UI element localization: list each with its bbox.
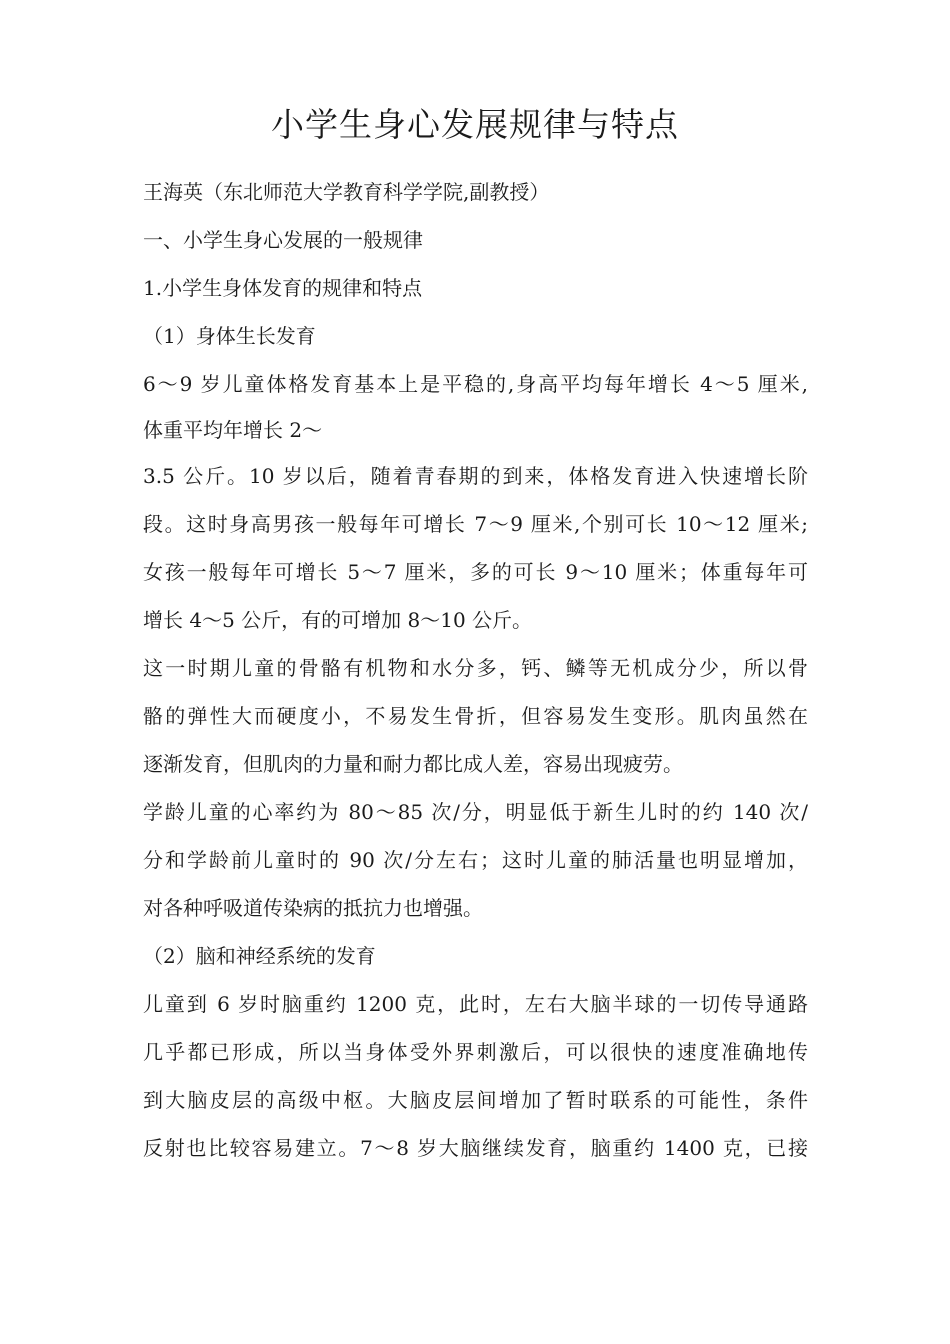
paragraph-line: 几乎都已形成，所以当身体受外界刺激后，可以很快的速度准确地传 (143, 1040, 808, 1064)
paragraph-line: 6～9 岁儿童体格发育基本上是平稳的,身高平均每年增长 4～5 厘米, (143, 372, 808, 396)
paragraph-line: 这一时期儿童的骨骼有机物和水分多，钙、鳞等无机成分少，所以骨 (143, 656, 808, 680)
sub-subsection-heading: （2）脑和神经系统的发育 (143, 944, 376, 968)
paragraph-line: 增长 4～5 公斤，有的可增加 8～10 公斤。 (143, 608, 533, 632)
paragraph-line: 骼的弹性大而硬度小，不易发生骨折，但容易发生变形。肌肉虽然在 (143, 704, 808, 728)
paragraph-line: 段。这时身高男孩一般每年可增长 7～9 厘米,个别可长 10～12 厘米; (143, 512, 808, 536)
paragraph-line: 到大脑皮层的高级中枢。大脑皮层间增加了暂时联系的可能性，条件 (143, 1088, 808, 1112)
document-title: 小学生身心发展规律与特点 (271, 105, 679, 144)
sub-subsection-heading: （1）身体生长发育 (143, 324, 316, 348)
section-heading: 一、小学生身心发展的一般规律 (143, 228, 423, 252)
author-line: 王海英（东北师范大学教育科学学院,副教授） (143, 180, 550, 204)
paragraph-line: 女孩一般每年可增长 5～7 厘米，多的可长 9～10 厘米；体重每年可 (143, 560, 808, 584)
paragraph-line: 儿童到 6 岁时脑重约 1200 克，此时，左右大脑半球的一切传导通路 (143, 992, 808, 1016)
paragraph-line: 体重平均年增长 2～ (143, 418, 323, 442)
paragraph-line: 对各种呼吸道传染病的抵抗力也增强。 (143, 896, 483, 920)
document-body (143, 168, 808, 1172)
paragraph-line: 逐渐发育，但肌肉的力量和耐力都比成人差，容易出现疲劳。 (143, 752, 683, 776)
paragraph-line: 3.5 公斤。10 岁以后，随着青春期的到来，体格发育进入快速增长阶 (143, 464, 808, 488)
subsection-heading: 1.小学生身体发育的规律和特点 (143, 276, 423, 300)
paragraph-line: 分和学龄前儿童时的 90 次/分左右；这时儿童的肺活量也明显增加， (143, 848, 808, 872)
paragraph-line: 学龄儿童的心率约为 80～85 次/分，明显低于新生儿时的约 140 次/ (143, 800, 808, 824)
paragraph-line: 反射也比较容易建立。7～8 岁大脑继续发育，脑重约 1400 克，已接 (143, 1136, 808, 1160)
